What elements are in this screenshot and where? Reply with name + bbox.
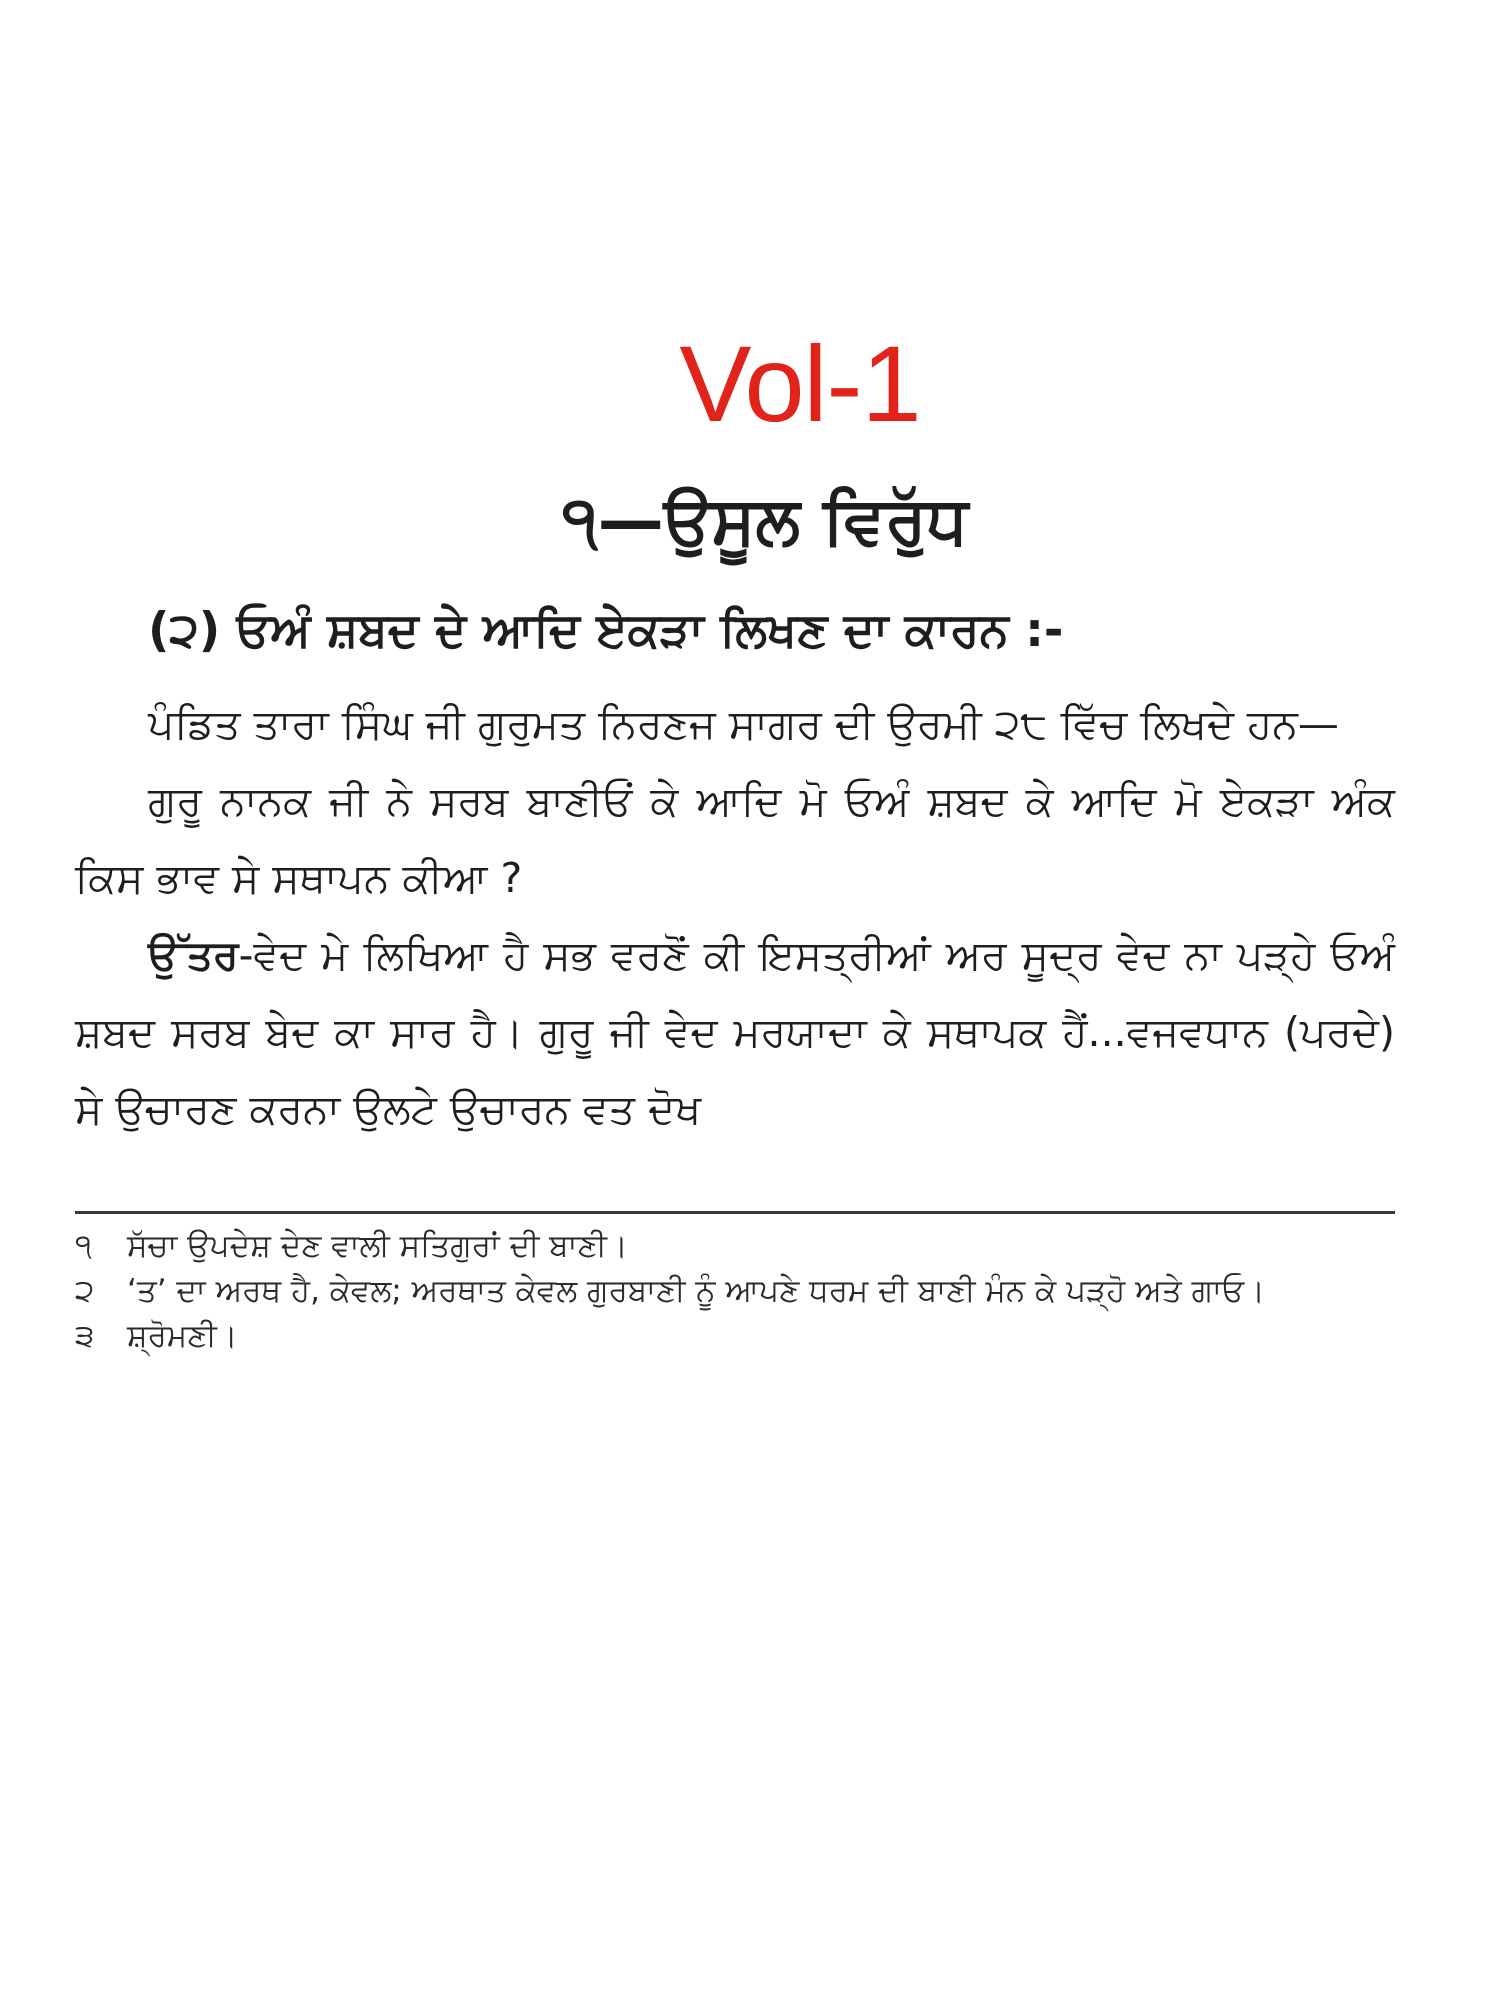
- answer-paragraph: [75, 917, 1395, 1148]
- footnote-number: ੨: [75, 1273, 95, 1309]
- answer-text: -ਵੇਦ ਮੇ ਲਿਖਿਆ ਹੈ ਸਭ ਵਰਣੋਂ ਕੀ ਇਸਤ੍ਰੀਆਂ ਅਰ ਸੂਦ੍ਰ ਵੇਦ ਨਾ ਪੜ੍ਹੇ ਓਅੰ ਸ਼ਬਦ ਸਰਬ ਬੇਦ ਕਾ ਸਾਰ ਹੈ। ਗੁਰੂ ਜੀ ਵੇਦ ਮਰਯਾਦਾ ਕੇ ਸਥਾਪਕ ਹੈਂ...ਵਜਵਧਾਨ (ਪਰਦੇ) ਸੇ ਉਚਾਰਣ ਕਰਨਾ ਉਲਟੇ ਉਚਾਰਨ ਵਤ ਦੋਖ: [75, 931, 1395, 1133]
- footnote-text: ਸ਼੍ਰੋਮਣੀ।: [127, 1318, 238, 1354]
- paragraph: ਗੁਰੂ ਨਾਨਕ ਜੀ ਨੇ ਸਰਬ ਬਾਣੀਓਂ ਕੇ ਆਦਿ ਮੋ ਓਅੰ ਸ਼ਬਦ ਕੇ ਆਦਿ ਮੋ ਏਕੜਾ ਅੰਕ ਕਿਸ ਭਾਵ ਸੇ ਸਥਾਪਨ ਕੀਆ ?: [75, 777, 1395, 902]
- footnote-item: [75, 1269, 1395, 1314]
- footnote-text: ‘ਤ’ ਦਾ ਅਰਥ ਹੈ, ਕੇਵਲ; ਅਰਥਾਤ ਕੇਵਲ ਗੁਰਬਾਣੀ ਨੂੰ ਆਪਣੇ ਧਰਮ ਦੀ ਬਾਣੀ ਮੰਨ ਕੇ ਪੜ੍ਹੋ ਅਤੇ ਗਾਓ।: [127, 1273, 1266, 1309]
- paragraph: ਪੰਡਿਤ ਤਾਰਾ ਸਿੰਘ ਜੀ ਗੁਰੁਮਤ ਨਿਰਣਜ ਸਾਗਰ ਦੀ ਉਰਮੀ ੨੮ ਵਿੱਚ ਲਿਖਦੇ ਹਨ—: [148, 700, 1339, 748]
- footnote-divider: [75, 1211, 1395, 1214]
- footnotes: [75, 1224, 1395, 1359]
- footnote-item: [75, 1314, 1395, 1359]
- footnote-text: ਸੱਚਾ ਉਪਦੇਸ਼ ਦੇਣ ਵਾਲੀ ਸਤਿਗੁਰਾਂ ਦੀ ਬਾਣੀ।: [127, 1228, 628, 1264]
- section-heading: (੨) ਓਅੰ ਸ਼ਬਦ ਦੇ ਆਦਿ ਏਕੜਾ ਲਿਖਣ ਦਾ ਕਾਰਨ :-: [148, 603, 1064, 658]
- footnote-item: [75, 1224, 1395, 1269]
- footnote-number: ੩: [75, 1318, 95, 1354]
- answer-label: ਉੱਤਰ: [148, 931, 239, 979]
- volume-label: Vol-1: [679, 323, 921, 444]
- footnote-number: ੧: [75, 1228, 92, 1264]
- body-text: [75, 686, 1395, 1148]
- chapter-title: ੧—ਉਸੂਲ ਵਿਰੁੱਧ: [561, 482, 969, 559]
